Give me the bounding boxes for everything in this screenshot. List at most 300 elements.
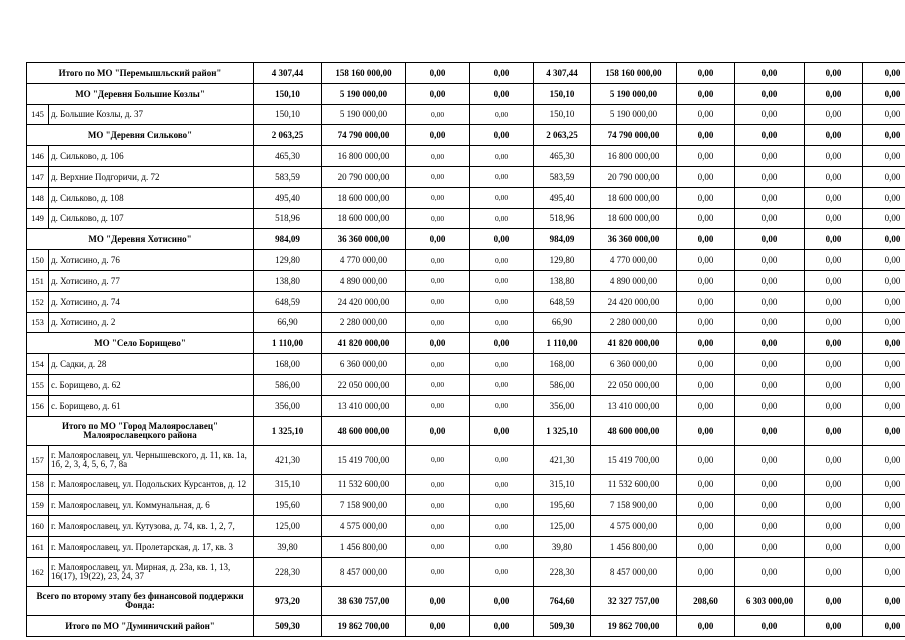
value-cell: 0,00 bbox=[863, 586, 905, 615]
address-cell: д. Хотисино, д. 76 bbox=[49, 250, 254, 271]
value-cell: 0,00 bbox=[406, 187, 470, 208]
value-cell: 0,00 bbox=[863, 333, 905, 354]
value-cell: 158 160 000,00 bbox=[322, 63, 406, 84]
value-cell: 7 158 900,00 bbox=[322, 495, 406, 516]
value-cell: 0,00 bbox=[863, 474, 905, 495]
value-cell: 0,00 bbox=[863, 208, 905, 229]
group-name-cell: МО "Село Борищево" bbox=[27, 333, 254, 354]
value-cell: 2 063,25 bbox=[534, 125, 591, 146]
row-number: 145 bbox=[27, 104, 49, 125]
value-cell: 15 419 700,00 bbox=[322, 445, 406, 474]
value-cell: 150,10 bbox=[254, 83, 322, 104]
value-cell: 22 050 000,00 bbox=[591, 374, 677, 395]
value-cell: 0,00 bbox=[735, 474, 805, 495]
value-cell: 0,00 bbox=[805, 557, 863, 586]
municipality-subtotal-row bbox=[27, 125, 905, 146]
value-cell: 0,00 bbox=[406, 208, 470, 229]
value-cell: 0,00 bbox=[805, 187, 863, 208]
value-cell: 0,00 bbox=[677, 187, 735, 208]
value-cell: 0,00 bbox=[805, 146, 863, 167]
value-cell: 18 600 000,00 bbox=[591, 187, 677, 208]
value-cell: 583,59 bbox=[254, 166, 322, 187]
row-number: 160 bbox=[27, 516, 49, 537]
row-number: 146 bbox=[27, 146, 49, 167]
value-cell: 41 820 000,00 bbox=[322, 333, 406, 354]
row-number: 156 bbox=[27, 395, 49, 416]
group-name-cell: Итого по МО "Город Малоярославец" Малоярославецкого района bbox=[27, 416, 254, 445]
value-cell: 0,00 bbox=[677, 146, 735, 167]
value-cell: 0,00 bbox=[677, 63, 735, 84]
table-row bbox=[27, 516, 905, 537]
value-cell: 0,00 bbox=[863, 312, 905, 333]
value-cell: 0,00 bbox=[470, 291, 534, 312]
value-cell: 0,00 bbox=[406, 291, 470, 312]
value-cell: 0,00 bbox=[406, 395, 470, 416]
value-cell: 4 307,44 bbox=[254, 63, 322, 84]
value-cell: 0,00 bbox=[677, 104, 735, 125]
value-cell: 18 600 000,00 bbox=[322, 187, 406, 208]
value-cell: 66,90 bbox=[254, 312, 322, 333]
value-cell: 0,00 bbox=[470, 250, 534, 271]
value-cell: 0,00 bbox=[735, 333, 805, 354]
value-cell: 0,00 bbox=[805, 374, 863, 395]
value-cell: 0,00 bbox=[677, 474, 735, 495]
value-cell: 518,96 bbox=[254, 208, 322, 229]
value-cell: 0,00 bbox=[735, 615, 805, 636]
value-cell: 495,40 bbox=[534, 187, 591, 208]
value-cell: 0,00 bbox=[805, 495, 863, 516]
value-cell: 0,00 bbox=[470, 83, 534, 104]
value-cell: 0,00 bbox=[406, 333, 470, 354]
value-cell: 0,00 bbox=[470, 333, 534, 354]
value-cell: 495,40 bbox=[254, 187, 322, 208]
value-cell: 0,00 bbox=[735, 166, 805, 187]
total-row bbox=[27, 615, 905, 636]
value-cell: 0,00 bbox=[406, 586, 470, 615]
value-cell: 0,00 bbox=[863, 445, 905, 474]
value-cell: 0,00 bbox=[735, 536, 805, 557]
value-cell: 15 419 700,00 bbox=[591, 445, 677, 474]
value-cell: 509,30 bbox=[534, 615, 591, 636]
address-cell: д. Верхние Подгоричи, д. 72 bbox=[49, 166, 254, 187]
value-cell: 465,30 bbox=[254, 146, 322, 167]
value-cell: 138,80 bbox=[534, 270, 591, 291]
value-cell: 0,00 bbox=[406, 146, 470, 167]
value-cell: 150,10 bbox=[534, 83, 591, 104]
value-cell: 0,00 bbox=[735, 104, 805, 125]
value-cell: 0,00 bbox=[735, 250, 805, 271]
value-cell: 0,00 bbox=[735, 557, 805, 586]
value-cell: 0,00 bbox=[406, 615, 470, 636]
value-cell: 0,00 bbox=[470, 229, 534, 250]
value-cell: 19 862 700,00 bbox=[322, 615, 406, 636]
value-cell: 0,00 bbox=[677, 125, 735, 146]
value-cell: 129,80 bbox=[254, 250, 322, 271]
address-cell: г. Малоярославец, ул. Пролетарская, д. 17, кв. 3 bbox=[49, 536, 254, 557]
row-number: 153 bbox=[27, 312, 49, 333]
address-cell: д. Садки, д. 28 bbox=[49, 354, 254, 375]
value-cell: 0,00 bbox=[735, 125, 805, 146]
value-cell: 0,00 bbox=[406, 374, 470, 395]
value-cell: 356,00 bbox=[254, 395, 322, 416]
value-cell: 0,00 bbox=[735, 374, 805, 395]
value-cell: 195,60 bbox=[254, 495, 322, 516]
table-row bbox=[27, 495, 905, 516]
value-cell: 0,00 bbox=[470, 270, 534, 291]
value-cell: 0,00 bbox=[735, 516, 805, 537]
value-cell: 0,00 bbox=[863, 354, 905, 375]
value-cell: 421,30 bbox=[254, 445, 322, 474]
value-cell: 0,00 bbox=[406, 63, 470, 84]
value-cell: 0,00 bbox=[677, 291, 735, 312]
value-cell: 0,00 bbox=[863, 250, 905, 271]
group-name-cell: МО "Деревня Большие Козлы" bbox=[27, 83, 254, 104]
value-cell: 1 456 800,00 bbox=[591, 536, 677, 557]
value-cell: 1 325,10 bbox=[254, 416, 322, 445]
table-row bbox=[27, 557, 905, 586]
value-cell: 0,00 bbox=[735, 146, 805, 167]
value-cell: 518,96 bbox=[534, 208, 591, 229]
value-cell: 0,00 bbox=[805, 104, 863, 125]
value-cell: 0,00 bbox=[470, 125, 534, 146]
address-cell: г. Малоярославец, ул. Подольских Курсантов, д. 12 bbox=[49, 474, 254, 495]
row-number: 155 bbox=[27, 374, 49, 395]
table-row bbox=[27, 104, 905, 125]
value-cell: 0,00 bbox=[470, 187, 534, 208]
municipality-subtotal-row bbox=[27, 229, 905, 250]
value-cell: 0,00 bbox=[735, 354, 805, 375]
value-cell: 0,00 bbox=[863, 395, 905, 416]
value-cell: 6 303 000,00 bbox=[735, 586, 805, 615]
value-cell: 1 110,00 bbox=[534, 333, 591, 354]
value-cell: 973,20 bbox=[254, 586, 322, 615]
value-cell: 0,00 bbox=[677, 395, 735, 416]
table-row bbox=[27, 166, 905, 187]
row-number: 157 bbox=[27, 445, 49, 474]
value-cell: 315,10 bbox=[254, 474, 322, 495]
value-cell: 0,00 bbox=[470, 354, 534, 375]
group-name-cell: Итого по МО "Перемышльский район" bbox=[27, 63, 254, 84]
value-cell: 0,00 bbox=[677, 312, 735, 333]
table-row bbox=[27, 536, 905, 557]
value-cell: 0,00 bbox=[863, 166, 905, 187]
value-cell: 16 800 000,00 bbox=[322, 146, 406, 167]
value-cell: 0,00 bbox=[677, 229, 735, 250]
value-cell: 16 800 000,00 bbox=[591, 146, 677, 167]
value-cell: 228,30 bbox=[254, 557, 322, 586]
value-cell: 228,30 bbox=[534, 557, 591, 586]
value-cell: 48 600 000,00 bbox=[591, 416, 677, 445]
value-cell: 11 532 600,00 bbox=[591, 474, 677, 495]
value-cell: 0,00 bbox=[406, 104, 470, 125]
value-cell: 0,00 bbox=[470, 416, 534, 445]
value-cell: 38 630 757,00 bbox=[322, 586, 406, 615]
table-row bbox=[27, 312, 905, 333]
value-cell: 0,00 bbox=[863, 495, 905, 516]
row-number: 154 bbox=[27, 354, 49, 375]
table-body bbox=[27, 63, 905, 637]
value-cell: 138,80 bbox=[254, 270, 322, 291]
group-name-cell: Итого по МО "Думиничский район" bbox=[27, 615, 254, 636]
municipality-subtotal-row bbox=[27, 83, 905, 104]
value-cell: 74 790 000,00 bbox=[591, 125, 677, 146]
value-cell: 0,00 bbox=[470, 146, 534, 167]
value-cell: 0,00 bbox=[677, 333, 735, 354]
value-cell: 20 790 000,00 bbox=[322, 166, 406, 187]
value-cell: 465,30 bbox=[534, 146, 591, 167]
address-cell: д. Хотисино, д. 2 bbox=[49, 312, 254, 333]
value-cell: 0,00 bbox=[863, 516, 905, 537]
address-cell: д. Хотисино, д. 74 bbox=[49, 291, 254, 312]
value-cell: 0,00 bbox=[406, 270, 470, 291]
municipality-subtotal-row bbox=[27, 333, 905, 354]
value-cell: 4 770 000,00 bbox=[591, 250, 677, 271]
value-cell: 0,00 bbox=[863, 615, 905, 636]
row-number: 159 bbox=[27, 495, 49, 516]
value-cell: 0,00 bbox=[735, 229, 805, 250]
value-cell: 0,00 bbox=[406, 125, 470, 146]
value-cell: 125,00 bbox=[254, 516, 322, 537]
value-cell: 0,00 bbox=[735, 208, 805, 229]
value-cell: 0,00 bbox=[805, 166, 863, 187]
value-cell: 0,00 bbox=[470, 557, 534, 586]
value-cell: 0,00 bbox=[863, 536, 905, 557]
address-cell: г. Малоярославец, ул. Кутузова, д. 74, кв. 1, 2, 7, bbox=[49, 516, 254, 537]
value-cell: 74 790 000,00 bbox=[322, 125, 406, 146]
value-cell: 0,00 bbox=[470, 374, 534, 395]
value-cell: 5 190 000,00 bbox=[591, 83, 677, 104]
value-cell: 0,00 bbox=[735, 495, 805, 516]
value-cell: 24 420 000,00 bbox=[322, 291, 406, 312]
total-row bbox=[27, 416, 905, 445]
table-row bbox=[27, 374, 905, 395]
row-number: 162 bbox=[27, 557, 49, 586]
value-cell: 0,00 bbox=[735, 312, 805, 333]
value-cell: 0,00 bbox=[863, 83, 905, 104]
address-cell: с. Борищево, д. 62 bbox=[49, 374, 254, 395]
group-name-cell: МО "Деревня Хотисино" bbox=[27, 229, 254, 250]
address-cell: г. Малоярославец, ул. Мирная, д. 23а, кв. 1, 13, 16(17), 19(22), 23, 24, 37 bbox=[49, 557, 254, 586]
value-cell: 586,00 bbox=[534, 374, 591, 395]
value-cell: 0,00 bbox=[406, 83, 470, 104]
address-cell: г. Малоярославец, ул. Чернышевского, д. 11, кв. 1а, 1б, 2, 3, 4, 5, 6, 7, 8а bbox=[49, 445, 254, 474]
value-cell: 19 862 700,00 bbox=[591, 615, 677, 636]
value-cell: 0,00 bbox=[406, 474, 470, 495]
value-cell: 0,00 bbox=[805, 333, 863, 354]
value-cell: 0,00 bbox=[805, 125, 863, 146]
value-cell: 0,00 bbox=[406, 557, 470, 586]
value-cell: 36 360 000,00 bbox=[591, 229, 677, 250]
value-cell: 18 600 000,00 bbox=[591, 208, 677, 229]
value-cell: 0,00 bbox=[470, 536, 534, 557]
value-cell: 0,00 bbox=[805, 354, 863, 375]
value-cell: 0,00 bbox=[677, 166, 735, 187]
table-row bbox=[27, 445, 905, 474]
value-cell: 0,00 bbox=[805, 229, 863, 250]
value-cell: 6 360 000,00 bbox=[591, 354, 677, 375]
value-cell: 0,00 bbox=[470, 474, 534, 495]
value-cell: 5 190 000,00 bbox=[322, 83, 406, 104]
value-cell: 0,00 bbox=[863, 374, 905, 395]
table-row bbox=[27, 208, 905, 229]
row-number: 149 bbox=[27, 208, 49, 229]
value-cell: 0,00 bbox=[406, 229, 470, 250]
value-cell: 0,00 bbox=[677, 416, 735, 445]
value-cell: 356,00 bbox=[534, 395, 591, 416]
value-cell: 0,00 bbox=[406, 250, 470, 271]
address-cell: д. Сильково, д. 107 bbox=[49, 208, 254, 229]
value-cell: 0,00 bbox=[863, 104, 905, 125]
value-cell: 41 820 000,00 bbox=[591, 333, 677, 354]
value-cell: 0,00 bbox=[805, 416, 863, 445]
value-cell: 0,00 bbox=[863, 291, 905, 312]
value-cell: 4 575 000,00 bbox=[591, 516, 677, 537]
value-cell: 11 532 600,00 bbox=[322, 474, 406, 495]
value-cell: 0,00 bbox=[677, 615, 735, 636]
value-cell: 24 420 000,00 bbox=[591, 291, 677, 312]
value-cell: 0,00 bbox=[406, 166, 470, 187]
value-cell: 158 160 000,00 bbox=[591, 63, 677, 84]
value-cell: 129,80 bbox=[534, 250, 591, 271]
value-cell: 0,00 bbox=[406, 516, 470, 537]
value-cell: 0,00 bbox=[406, 354, 470, 375]
row-number: 148 bbox=[27, 187, 49, 208]
table-row bbox=[27, 354, 905, 375]
value-cell: 7 158 900,00 bbox=[591, 495, 677, 516]
value-cell: 0,00 bbox=[735, 63, 805, 84]
address-cell: д. Сильково, д. 108 bbox=[49, 187, 254, 208]
table-row bbox=[27, 250, 905, 271]
value-cell: 648,59 bbox=[534, 291, 591, 312]
value-cell: 150,10 bbox=[534, 104, 591, 125]
value-cell: 0,00 bbox=[863, 557, 905, 586]
total-row bbox=[27, 586, 905, 615]
value-cell: 0,00 bbox=[470, 495, 534, 516]
value-cell: 4 890 000,00 bbox=[322, 270, 406, 291]
value-cell: 648,59 bbox=[254, 291, 322, 312]
address-cell: д. Хотисино, д. 77 bbox=[49, 270, 254, 291]
value-cell: 0,00 bbox=[805, 63, 863, 84]
value-cell: 5 190 000,00 bbox=[591, 104, 677, 125]
value-cell: 0,00 bbox=[677, 536, 735, 557]
value-cell: 0,00 bbox=[805, 615, 863, 636]
group-name-cell: Всего по второму этапу без финансовой поддержки Фонда: bbox=[27, 586, 254, 615]
value-cell: 0,00 bbox=[470, 166, 534, 187]
value-cell: 764,60 bbox=[534, 586, 591, 615]
table-row bbox=[27, 395, 905, 416]
value-cell: 0,00 bbox=[863, 229, 905, 250]
value-cell: 0,00 bbox=[677, 495, 735, 516]
value-cell: 0,00 bbox=[735, 416, 805, 445]
value-cell: 0,00 bbox=[805, 250, 863, 271]
value-cell: 0,00 bbox=[406, 312, 470, 333]
value-cell: 0,00 bbox=[735, 395, 805, 416]
value-cell: 2 280 000,00 bbox=[591, 312, 677, 333]
value-cell: 168,00 bbox=[534, 354, 591, 375]
row-number: 151 bbox=[27, 270, 49, 291]
value-cell: 20 790 000,00 bbox=[591, 166, 677, 187]
address-cell: с. Борищево, д. 61 bbox=[49, 395, 254, 416]
table-row bbox=[27, 270, 905, 291]
value-cell: 0,00 bbox=[470, 312, 534, 333]
value-cell: 6 360 000,00 bbox=[322, 354, 406, 375]
value-cell: 0,00 bbox=[863, 416, 905, 445]
value-cell: 66,90 bbox=[534, 312, 591, 333]
value-cell: 0,00 bbox=[805, 291, 863, 312]
value-cell: 421,30 bbox=[534, 445, 591, 474]
value-cell: 208,60 bbox=[677, 586, 735, 615]
value-cell: 4 770 000,00 bbox=[322, 250, 406, 271]
row-number: 158 bbox=[27, 474, 49, 495]
value-cell: 0,00 bbox=[470, 104, 534, 125]
value-cell: 125,00 bbox=[534, 516, 591, 537]
value-cell: 0,00 bbox=[805, 516, 863, 537]
table-row bbox=[27, 187, 905, 208]
value-cell: 0,00 bbox=[735, 270, 805, 291]
value-cell: 4 890 000,00 bbox=[591, 270, 677, 291]
value-cell: 0,00 bbox=[805, 536, 863, 557]
value-cell: 13 410 000,00 bbox=[322, 395, 406, 416]
value-cell: 0,00 bbox=[735, 187, 805, 208]
value-cell: 1 325,10 bbox=[534, 416, 591, 445]
value-cell: 36 360 000,00 bbox=[322, 229, 406, 250]
value-cell: 0,00 bbox=[677, 557, 735, 586]
row-number: 147 bbox=[27, 166, 49, 187]
value-cell: 0,00 bbox=[470, 63, 534, 84]
value-cell: 1 110,00 bbox=[254, 333, 322, 354]
value-cell: 0,00 bbox=[805, 270, 863, 291]
value-cell: 315,10 bbox=[534, 474, 591, 495]
value-cell: 0,00 bbox=[863, 187, 905, 208]
value-cell: 39,80 bbox=[254, 536, 322, 557]
value-cell: 0,00 bbox=[805, 83, 863, 104]
address-cell: д. Большие Козлы, д. 37 bbox=[49, 104, 254, 125]
value-cell: 0,00 bbox=[735, 291, 805, 312]
value-cell: 22 050 000,00 bbox=[322, 374, 406, 395]
table-row bbox=[27, 474, 905, 495]
value-cell: 0,00 bbox=[735, 83, 805, 104]
total-row bbox=[27, 63, 905, 84]
value-cell: 4 575 000,00 bbox=[322, 516, 406, 537]
value-cell: 0,00 bbox=[863, 270, 905, 291]
value-cell: 0,00 bbox=[677, 83, 735, 104]
value-cell: 0,00 bbox=[470, 445, 534, 474]
address-cell: д. Сильково, д. 106 bbox=[49, 146, 254, 167]
value-cell: 8 457 000,00 bbox=[591, 557, 677, 586]
value-cell: 0,00 bbox=[677, 354, 735, 375]
value-cell: 195,60 bbox=[534, 495, 591, 516]
value-cell: 984,09 bbox=[534, 229, 591, 250]
value-cell: 1 456 800,00 bbox=[322, 536, 406, 557]
table-row bbox=[27, 146, 905, 167]
value-cell: 0,00 bbox=[805, 395, 863, 416]
value-cell: 32 327 757,00 bbox=[591, 586, 677, 615]
value-cell: 4 307,44 bbox=[534, 63, 591, 84]
value-cell: 0,00 bbox=[677, 374, 735, 395]
value-cell: 0,00 bbox=[863, 125, 905, 146]
row-number: 161 bbox=[27, 536, 49, 557]
value-cell: 48 600 000,00 bbox=[322, 416, 406, 445]
table-row bbox=[27, 291, 905, 312]
row-number: 150 bbox=[27, 250, 49, 271]
value-cell: 0,00 bbox=[805, 474, 863, 495]
value-cell: 0,00 bbox=[677, 516, 735, 537]
value-cell: 0,00 bbox=[470, 395, 534, 416]
value-cell: 168,00 bbox=[254, 354, 322, 375]
value-cell: 39,80 bbox=[534, 536, 591, 557]
value-cell: 0,00 bbox=[406, 416, 470, 445]
value-cell: 0,00 bbox=[470, 615, 534, 636]
